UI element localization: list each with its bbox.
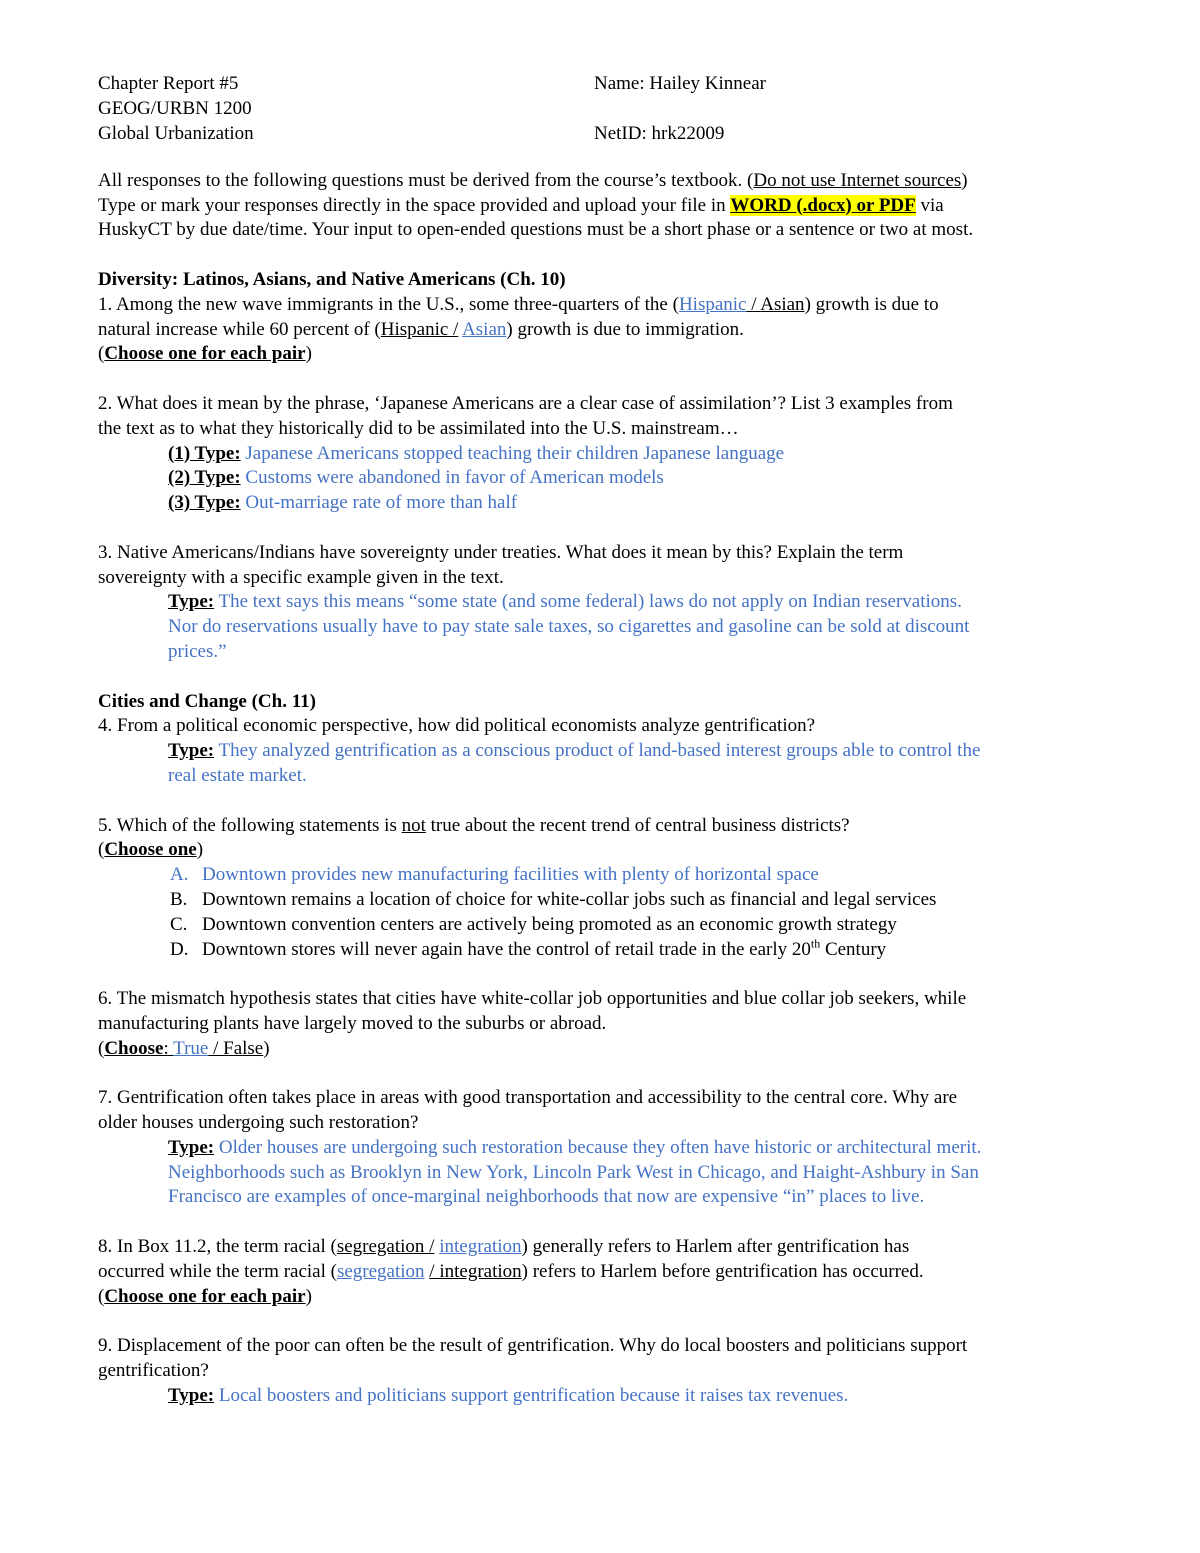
- option-c[interactable]: C. Downtown convention centers are actively being promoted as an economic growth strategy: [170, 913, 897, 935]
- header-left: [98, 72, 254, 146]
- question-9: 9. Displacement of the poor can often be the result of gentrification. Why do local boosters and politicians support gentrification? Type: Local boosters and politicians support gentrification because it raises tax revenues.: [98, 1335, 968, 1406]
- format-highlight: WORD (.docx) or PDF: [730, 194, 916, 216]
- choice-segregation-2[interactable]: segregation: [336, 1260, 425, 1282]
- question-4: 4. From a political economic perspective, how did political economists analyze gentrification? Type: They analyzed gentrification as a conscious product of land-based interest groups able to control the real estate market.: [98, 715, 981, 786]
- answer-4[interactable]: They analyzed gentrification as a conscious product of land-based interest groups able to control the: [218, 740, 981, 762]
- choice-asian-1[interactable]: Asian: [760, 293, 805, 315]
- question-8: 8. In Box 11.2, the term racial (segregation / integration) generally refers to Harlem after gentrification has occurred while the term racial (segregation / integration) refers to Harlem before gentrification has occurred. (Choose one for each pair): [98, 1236, 924, 1307]
- question-7: 7. Gentrification often takes place in areas with good transportation and accessibility to the central core. Why are older houses undergoing such restoration? Type: Older houses are undergoing such restoration because they often have historic or architectural merit. Neighborhoods such as Brooklyn in New York, Lincoln Park West in Chicago, and Haight-Ashbury in San Francisco are examples of once-marginal neighborhoods that now are expensive “in” places to live.: [98, 1087, 982, 1208]
- choice-asian-2[interactable]: Asian: [462, 318, 507, 340]
- course-name: Global Urbanization: [98, 122, 254, 144]
- answer-9[interactable]: Local boosters and politicians support gentrification because it raises tax revenues.: [218, 1384, 849, 1406]
- answer-2-2[interactable]: Customs were abandoned in favor of American models: [245, 467, 664, 489]
- choice-false[interactable]: / False: [208, 1037, 264, 1059]
- question-3: 3. Native Americans/Indians have sovereignty under treaties. What does it mean by this? Explain the term sovereignty with a specific example given in the text. Type: The text says this means “some state (and some federal) laws do not apply on Indian reservations. Nor do reservations usually have to pay state sale taxes, so cigarettes and gasoline can be sold at discount prices.”: [98, 541, 970, 662]
- instructions: All responses to the following questions must be derived from the course’s textbook. (Do not use Internet sources) Type or mark your responses directly in the space provided and upload your file in WORD (.docx) or PDF via HuskyCT by due date/time. Your input to open-ended questions must be a short phase or a sentence or two at most.: [98, 169, 974, 241]
- document-header: [98, 72, 1102, 144]
- question-1: 1. Among the new wave immigrants in the U.S., some three-quarters of the (Hispanic / Asian) growth is due to natural increase while 60 percent of (Hispanic / Asian) growth is due to immigration. (Choose one for each pair): [98, 293, 939, 365]
- answer-3[interactable]: The text says this means “some state (and some federal) laws do not apply on Indian reservations.: [218, 591, 962, 613]
- answer-2-1[interactable]: Japanese Americans stopped teaching their children Japanese language: [245, 442, 785, 464]
- question-5: 5. Which of the following statements is not true about the recent trend of central business districts? (Choose one) A. Downtown provides new manufacturing facilities with plenty of horizontal space B. Downtown remains a location of choice for white-collar jobs such as financial and legal services C. Downtown convention centers are actively being promoted as an economic growth strategy D. Downtown stores will never again have the control of retail trade in the early 20th Century: [98, 814, 1102, 963]
- course-code: GEOG/URBN 1200: [98, 97, 252, 119]
- section-heading-ch11: Cities and Change (Ch. 11): [98, 690, 316, 712]
- section-heading-ch10: Diversity: Latinos, Asians, and Native Americans (Ch. 10): [98, 268, 566, 290]
- option-d[interactable]: D. Downtown stores will never again have the control of retail trade in the early 20th Century: [170, 936, 887, 960]
- choice-segregation-1[interactable]: segregation /: [336, 1236, 435, 1258]
- option-a[interactable]: A. Downtown provides new manufacturing facilities with plenty of horizontal space: [170, 864, 819, 886]
- choice-hispanic-1[interactable]: Hispanic: [678, 293, 747, 315]
- header-right: [594, 72, 766, 146]
- answer-7[interactable]: Older houses are undergoing such restoration because they often have historic or architectural merit.: [218, 1136, 982, 1158]
- choice-integration-2[interactable]: / integration: [429, 1260, 522, 1282]
- choice-integration-1[interactable]: integration: [439, 1236, 522, 1258]
- option-b[interactable]: B. Downtown remains a location of choice for white-collar jobs such as financial and legal services: [170, 888, 937, 910]
- choice-hispanic-2[interactable]: Hispanic /: [380, 318, 459, 340]
- question-6: 6. The mismatch hypothesis states that cities have white-collar job opportunities and blue collar job seekers, while manufacturing plants have largely moved to the suburbs or abroad. (Choose: True / False): [98, 988, 967, 1059]
- question-2: 2. What does it mean by the phrase, ‘Japanese Americans are a clear case of assimilation’? List 3 examples from the text as to what they historically did to be assimilated into the U.S. mainstream… (1) Type: Japanese Americans stopped teaching their children Japanese language (2) Type: Customs were abandoned in favor of American models (3) Type: Out-marriage rate of more than half: [98, 392, 953, 514]
- student-name: Name: Hailey Kinnear: [594, 73, 766, 94]
- report-title: Chapter Report #5: [98, 73, 239, 94]
- answer-2-3[interactable]: Out-marriage rate of more than half: [245, 492, 518, 514]
- student-netid: NetID: hrk22009: [594, 122, 725, 144]
- choice-true[interactable]: True: [173, 1037, 209, 1059]
